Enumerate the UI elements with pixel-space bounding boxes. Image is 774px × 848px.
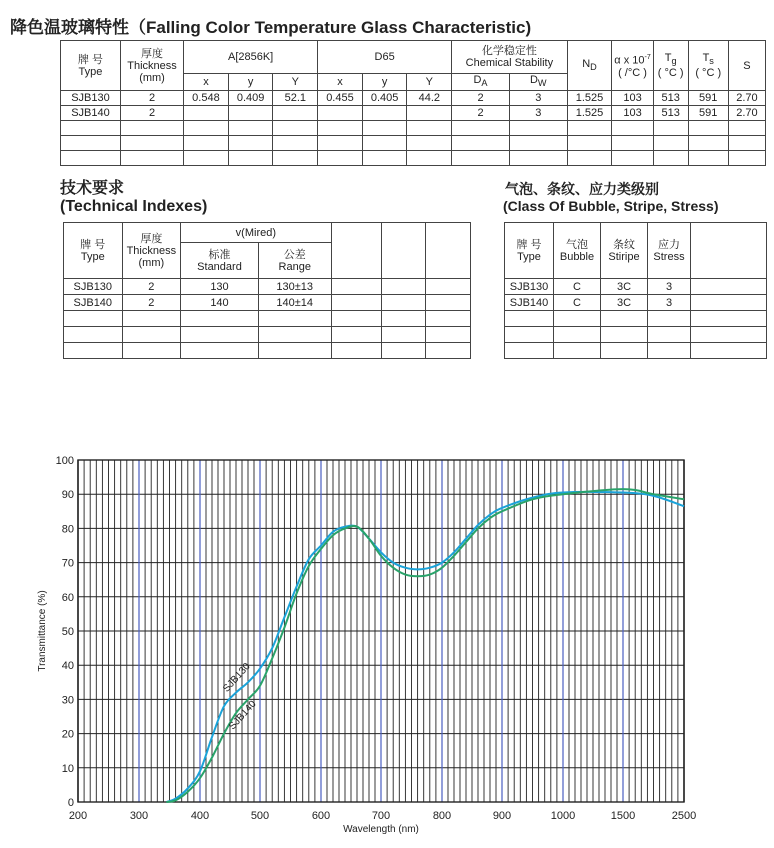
y-tick-label: 80 (61, 523, 74, 536)
table-cell: SJB130 (64, 279, 123, 295)
table-cell (64, 327, 123, 343)
table-cell (362, 106, 407, 121)
table-cell (505, 311, 554, 327)
table-cell: SJB140 (64, 295, 123, 311)
table-cell: 3 (648, 279, 691, 295)
table-cell (64, 311, 123, 327)
table-cell: 140±14 (258, 295, 331, 311)
header-chem-stability: 化学稳定性 Chemical Stability (452, 41, 568, 74)
table-cell: 2 (122, 295, 181, 311)
table-cell (648, 327, 691, 343)
table-row (61, 121, 766, 136)
tech-header-blank (331, 223, 381, 279)
tech-title-en: (Technical Indexes) (60, 198, 208, 215)
tech-title-cn: 技术要求 (60, 180, 125, 197)
table-cell (509, 151, 567, 166)
table-cell: 140 (181, 295, 259, 311)
table-cell (426, 295, 471, 311)
table-cell (426, 343, 471, 359)
table-cell (382, 311, 426, 327)
header-d-Y: Y (407, 74, 452, 91)
table-cell (331, 295, 381, 311)
table-cell: 3 (509, 91, 567, 106)
table-cell (362, 136, 407, 151)
x-tick-label: 800 (432, 810, 452, 822)
table-cell (273, 136, 318, 151)
table-cell: 3C (601, 295, 648, 311)
header-nd: $N_D$ (567, 41, 612, 91)
table-cell: 1.525 (567, 106, 612, 121)
tech-header-standard: 标准 Standard (181, 243, 259, 279)
bubble-header-cell (691, 223, 767, 279)
technical-indexes-table (63, 222, 471, 359)
table-cell (120, 136, 183, 151)
tech-header-range: 公差 Range (258, 243, 331, 279)
x-tick-label: 200 (68, 810, 88, 822)
table-cell (653, 121, 688, 136)
table-cell (61, 121, 121, 136)
table-cell: 2 (122, 279, 181, 295)
bubble-header-cell: 牌 号 Type (505, 223, 554, 279)
table-cell (331, 343, 381, 359)
table-row (61, 91, 766, 106)
table-cell (452, 151, 510, 166)
table-cell (691, 295, 767, 311)
table-cell (426, 327, 471, 343)
table-cell: 3 (509, 106, 567, 121)
table-cell (554, 343, 601, 359)
table-cell (505, 343, 554, 359)
table-cell (318, 151, 363, 166)
table-cell: SJB130 (505, 279, 554, 295)
table-cell (181, 343, 259, 359)
table-cell (648, 311, 691, 327)
table-cell: 2 (120, 106, 183, 121)
header-dw: $D_W$ (509, 74, 567, 91)
table-cell (228, 106, 273, 121)
table-cell: 2 (452, 106, 510, 121)
header-a-x: x (184, 74, 229, 91)
table-cell (567, 121, 612, 136)
table-cell (318, 136, 363, 151)
header-a-Y: Y (273, 74, 318, 91)
series-line-sjb130 (166, 492, 684, 802)
table-cell (691, 311, 767, 327)
x-tick-label: 500 (250, 810, 270, 822)
table-cell: 2 (120, 91, 183, 106)
x-tick-label: 300 (129, 810, 149, 822)
table-cell (653, 136, 688, 151)
y-tick-label: 10 (61, 762, 74, 775)
table-cell (122, 343, 181, 359)
tech-table-body (64, 279, 471, 359)
table-cell (382, 295, 426, 311)
table-cell: 0.455 (318, 91, 363, 106)
table-row (505, 327, 767, 343)
table-cell (258, 327, 331, 343)
table-cell (509, 136, 567, 151)
bubble-table-body (505, 279, 767, 359)
table-cell (567, 136, 612, 151)
table-cell (181, 327, 259, 343)
table-cell: 3C (601, 279, 648, 295)
y-tick-label: 50 (61, 626, 74, 638)
table-cell: 0.405 (362, 91, 407, 106)
table-row (64, 295, 471, 311)
main-table-body (61, 91, 766, 166)
table-cell: 1.525 (567, 91, 612, 106)
table-cell (273, 106, 318, 121)
table-cell (273, 121, 318, 136)
x-tick-label: 400 (190, 810, 210, 822)
tech-header-blank (382, 223, 426, 279)
table-cell (426, 311, 471, 327)
header-thickness: 厚度 Thickness (mm) (120, 41, 183, 91)
table-cell: SJB140 (61, 106, 121, 121)
table-cell (184, 106, 229, 121)
table-cell: 513 (653, 106, 688, 121)
bubble-title-cn: 气泡、条纹、应力类级别 (505, 181, 659, 197)
table-cell (452, 136, 510, 151)
table-cell (228, 121, 273, 136)
table-cell (567, 151, 612, 166)
y-tick-label: 90 (61, 489, 74, 502)
table-cell (64, 343, 123, 359)
table-cell: C (554, 279, 601, 295)
table-cell (452, 121, 510, 136)
table-row (61, 136, 766, 151)
table-cell (331, 279, 381, 295)
table-cell: 103 (612, 106, 653, 121)
table-cell (728, 136, 765, 151)
tech-header-thickness: 厚度 Thickness (mm) (122, 223, 181, 279)
bubble-header-cell: 应力 Stress (648, 223, 691, 279)
table-cell (691, 343, 767, 359)
table-cell: 2.70 (728, 91, 765, 106)
table-cell (184, 121, 229, 136)
table-cell (601, 343, 648, 359)
x-tick-label: 700 (371, 810, 391, 822)
x-tick-label: 600 (311, 810, 331, 822)
bubble-class-table (504, 222, 767, 359)
table-cell (612, 136, 653, 151)
table-cell (120, 121, 183, 136)
page-title: 降色温玻璃特性（Falling Color Temperature Glass Characteristic) (10, 18, 532, 37)
table-cell: 52.1 (273, 91, 318, 106)
table-cell: 0.548 (184, 91, 229, 106)
table-row (61, 151, 766, 166)
y-axis-label: Transmittance (%) (37, 590, 48, 672)
table-row (505, 295, 767, 311)
table-cell: 591 (688, 91, 728, 106)
x-tick-label: 900 (492, 810, 512, 822)
table-cell (612, 121, 653, 136)
table-cell (554, 327, 601, 343)
table-cell (382, 343, 426, 359)
table-cell (688, 151, 728, 166)
table-row (505, 343, 767, 359)
table-cell (228, 136, 273, 151)
table-row (505, 311, 767, 327)
table-cell (407, 136, 452, 151)
table-cell (318, 121, 363, 136)
table-cell (258, 311, 331, 327)
bubble-header-cell: 气泡 Bubble (554, 223, 601, 279)
table-cell (382, 327, 426, 343)
tech-header-type: 牌 号 Type (64, 223, 123, 279)
table-cell (184, 151, 229, 166)
table-cell (653, 151, 688, 166)
table-cell (648, 343, 691, 359)
table-cell: 44.2 (407, 91, 452, 106)
x-tick-label: 2500 (671, 810, 697, 822)
table-cell (258, 343, 331, 359)
series-label-sjb130: SJB130 (221, 661, 253, 695)
header-a2856k: A[2856K] (184, 41, 318, 74)
table-cell (407, 106, 452, 121)
y-tick-label: 30 (61, 694, 74, 707)
table-cell: 130±13 (258, 279, 331, 295)
y-tick-label: 70 (61, 557, 74, 570)
y-tick-label: 60 (61, 591, 74, 604)
table-cell: 130 (181, 279, 259, 295)
x-tick-label: 1000 (550, 810, 576, 822)
tech-header-mired: v(Mired) (181, 223, 331, 243)
table-cell (184, 136, 229, 151)
table-cell: 2.70 (728, 106, 765, 121)
table-cell: 3 (648, 295, 691, 311)
table-cell (61, 151, 121, 166)
table-cell (426, 279, 471, 295)
table-cell (318, 106, 363, 121)
table-cell (407, 121, 452, 136)
table-cell (407, 151, 452, 166)
table-row (64, 343, 471, 359)
table-row (61, 106, 766, 121)
table-cell (122, 327, 181, 343)
header-alpha: α x $10^{-7}$ ( /°C ) (612, 41, 653, 91)
header-type: 牌 号 Type (61, 41, 121, 91)
table-cell (554, 311, 601, 327)
table-row (64, 327, 471, 343)
table-row (505, 279, 767, 295)
table-cell: SJB130 (61, 91, 121, 106)
series-line-sjb140 (166, 489, 684, 802)
table-cell (362, 151, 407, 166)
transmittance-chart (0, 440, 774, 848)
y-tick-label: 20 (61, 728, 74, 741)
bubble-title-en: (Class Of Bubble, Stripe, Stress) (503, 198, 719, 214)
header-ts: $T_s$ ( °C ) (688, 41, 728, 91)
table-cell: 0.409 (228, 91, 273, 106)
table-cell (691, 279, 767, 295)
table-row (64, 279, 471, 295)
table-cell (728, 151, 765, 166)
table-cell: 103 (612, 91, 653, 106)
x-axis-label: Wavelength (nm) (343, 824, 419, 835)
header-a-y: y (228, 74, 273, 91)
table-cell (509, 121, 567, 136)
table-cell: 513 (653, 91, 688, 106)
header-d65: D65 (318, 41, 452, 74)
table-cell (362, 121, 407, 136)
x-tick-label: 1500 (610, 810, 636, 822)
table-cell: C (554, 295, 601, 311)
y-tick-label: 0 (67, 797, 74, 809)
table-cell (612, 151, 653, 166)
table-cell: 591 (688, 106, 728, 121)
table-row (64, 311, 471, 327)
table-cell (331, 311, 381, 327)
header-tg: $T_g$ ( °C ) (653, 41, 688, 91)
bubble-header-cell: 条纹 Stiripe (601, 223, 648, 279)
y-tick-label: 100 (55, 455, 74, 467)
header-d-y: y (362, 74, 407, 91)
table-cell (273, 151, 318, 166)
tech-header-blank (426, 223, 471, 279)
table-cell (601, 327, 648, 343)
table-cell (228, 151, 273, 166)
table-cell (728, 121, 765, 136)
header-d-x: x (318, 74, 363, 91)
table-cell (688, 121, 728, 136)
y-tick-label: 40 (61, 660, 74, 673)
header-s: S (728, 41, 765, 91)
header-da: $D_A$ (452, 74, 510, 91)
table-cell (691, 327, 767, 343)
table-cell (688, 136, 728, 151)
table-cell (601, 311, 648, 327)
table-cell (505, 327, 554, 343)
table-cell (382, 279, 426, 295)
table-cell (181, 311, 259, 327)
table-cell (331, 327, 381, 343)
glass-characteristic-table (60, 40, 766, 166)
table-cell (61, 136, 121, 151)
table-cell (122, 311, 181, 327)
table-cell: SJB140 (505, 295, 554, 311)
table-cell: 2 (452, 91, 510, 106)
series-label-sjb140: SJB140 (227, 698, 259, 733)
table-cell (120, 151, 183, 166)
